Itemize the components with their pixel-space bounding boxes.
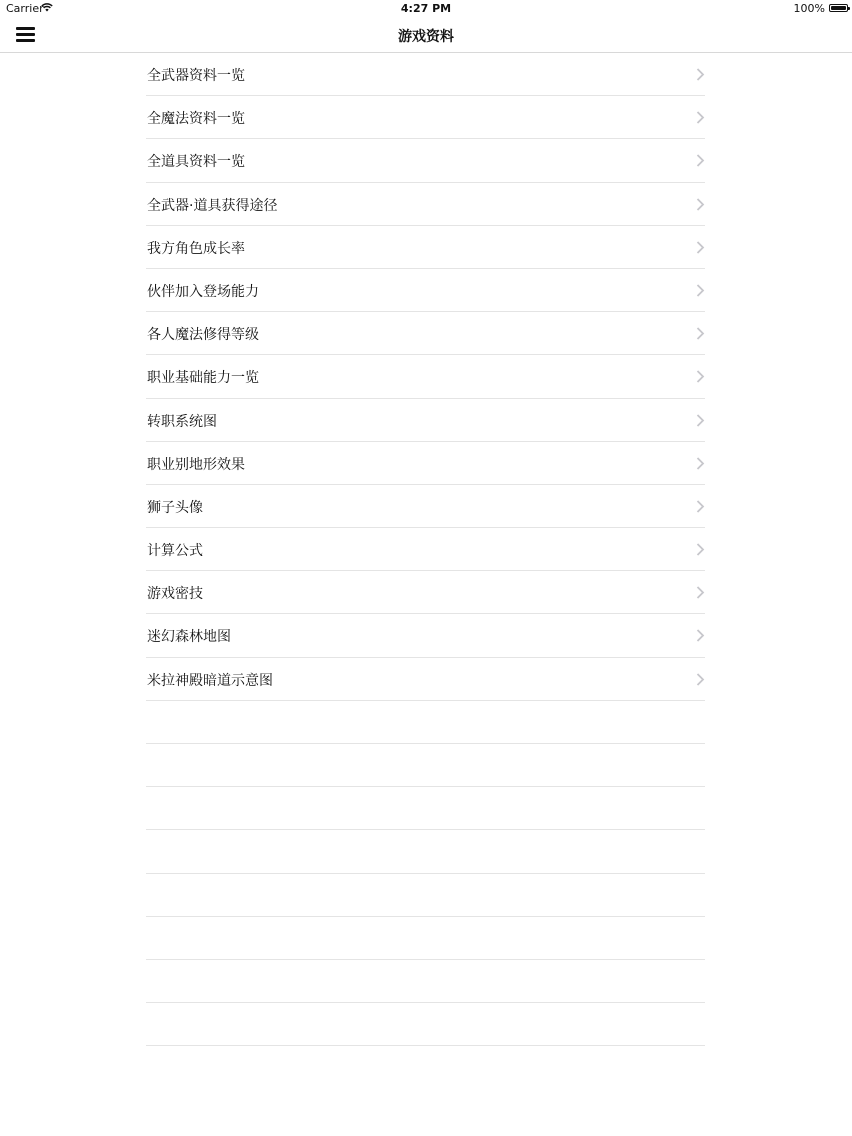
empty-row (146, 787, 705, 830)
chevron-right-icon (696, 111, 705, 124)
list-item[interactable] (146, 312, 705, 355)
list-item[interactable] (146, 355, 705, 398)
battery-percent: 100% (793, 2, 825, 15)
list-item[interactable] (146, 485, 705, 528)
list-item-label: 我方角色成长率 (147, 240, 245, 257)
list-item-label: 职业别地形效果 (147, 456, 245, 473)
list-item[interactable] (146, 399, 705, 442)
status-bar (0, 0, 852, 18)
chevron-right-icon (696, 673, 705, 686)
list-item-label: 游戏密技 (147, 586, 203, 603)
list-item-label: 各人魔法修得等级 (147, 327, 259, 344)
game-info-list (146, 53, 705, 1046)
chevron-right-icon (696, 154, 705, 167)
list-item-label: 米拉神殿暗道示意图 (147, 672, 273, 689)
list-item[interactable] (146, 614, 705, 657)
list-item[interactable] (146, 226, 705, 269)
list-item-label: 全魔法资料一览 (147, 111, 245, 128)
chevron-right-icon (696, 284, 705, 297)
empty-row (146, 701, 705, 744)
list-item-label: 职业基础能力一览 (147, 370, 259, 387)
chevron-right-icon (696, 327, 705, 340)
empty-row (146, 874, 705, 917)
chevron-right-icon (696, 370, 705, 383)
page-title: 游戏资料 (398, 29, 454, 45)
chevron-right-icon (696, 241, 705, 254)
empty-row (146, 830, 705, 873)
chevron-right-icon (696, 198, 705, 211)
empty-row (146, 1003, 705, 1046)
empty-row (146, 960, 705, 1003)
empty-row (146, 744, 705, 787)
carrier-label: Carrier (6, 2, 44, 15)
chevron-right-icon (696, 543, 705, 556)
list-item[interactable] (146, 53, 705, 96)
list-item[interactable] (146, 269, 705, 312)
chevron-right-icon (696, 629, 705, 642)
list-item[interactable] (146, 658, 705, 701)
chevron-right-icon (696, 414, 705, 427)
list-item-label: 伙伴加入登场能力 (147, 283, 259, 300)
list-item-label: 迷幻森林地图 (147, 629, 231, 646)
list-item[interactable] (146, 442, 705, 485)
list-item[interactable] (146, 528, 705, 571)
list-item-label: 全道具资料一览 (147, 154, 245, 171)
list-item-label: 全武器·道具获得途径 (147, 197, 278, 214)
list-item[interactable] (146, 96, 705, 139)
list-item-label: 转职系统图 (147, 413, 217, 430)
list-item-label: 计算公式 (147, 543, 203, 560)
chevron-right-icon (696, 500, 705, 513)
chevron-right-icon (696, 586, 705, 599)
list-item[interactable] (146, 139, 705, 182)
navigation-bar (0, 18, 852, 53)
status-time: 4:27 PM (400, 2, 452, 15)
chevron-right-icon (696, 457, 705, 470)
list-item[interactable] (146, 571, 705, 614)
list-item-label: 狮子头像 (147, 499, 203, 516)
list-item[interactable] (146, 183, 705, 226)
empty-row (146, 917, 705, 960)
list-item-label: 全武器资料一览 (147, 68, 245, 84)
battery-icon (829, 4, 848, 12)
chevron-right-icon (696, 68, 705, 81)
